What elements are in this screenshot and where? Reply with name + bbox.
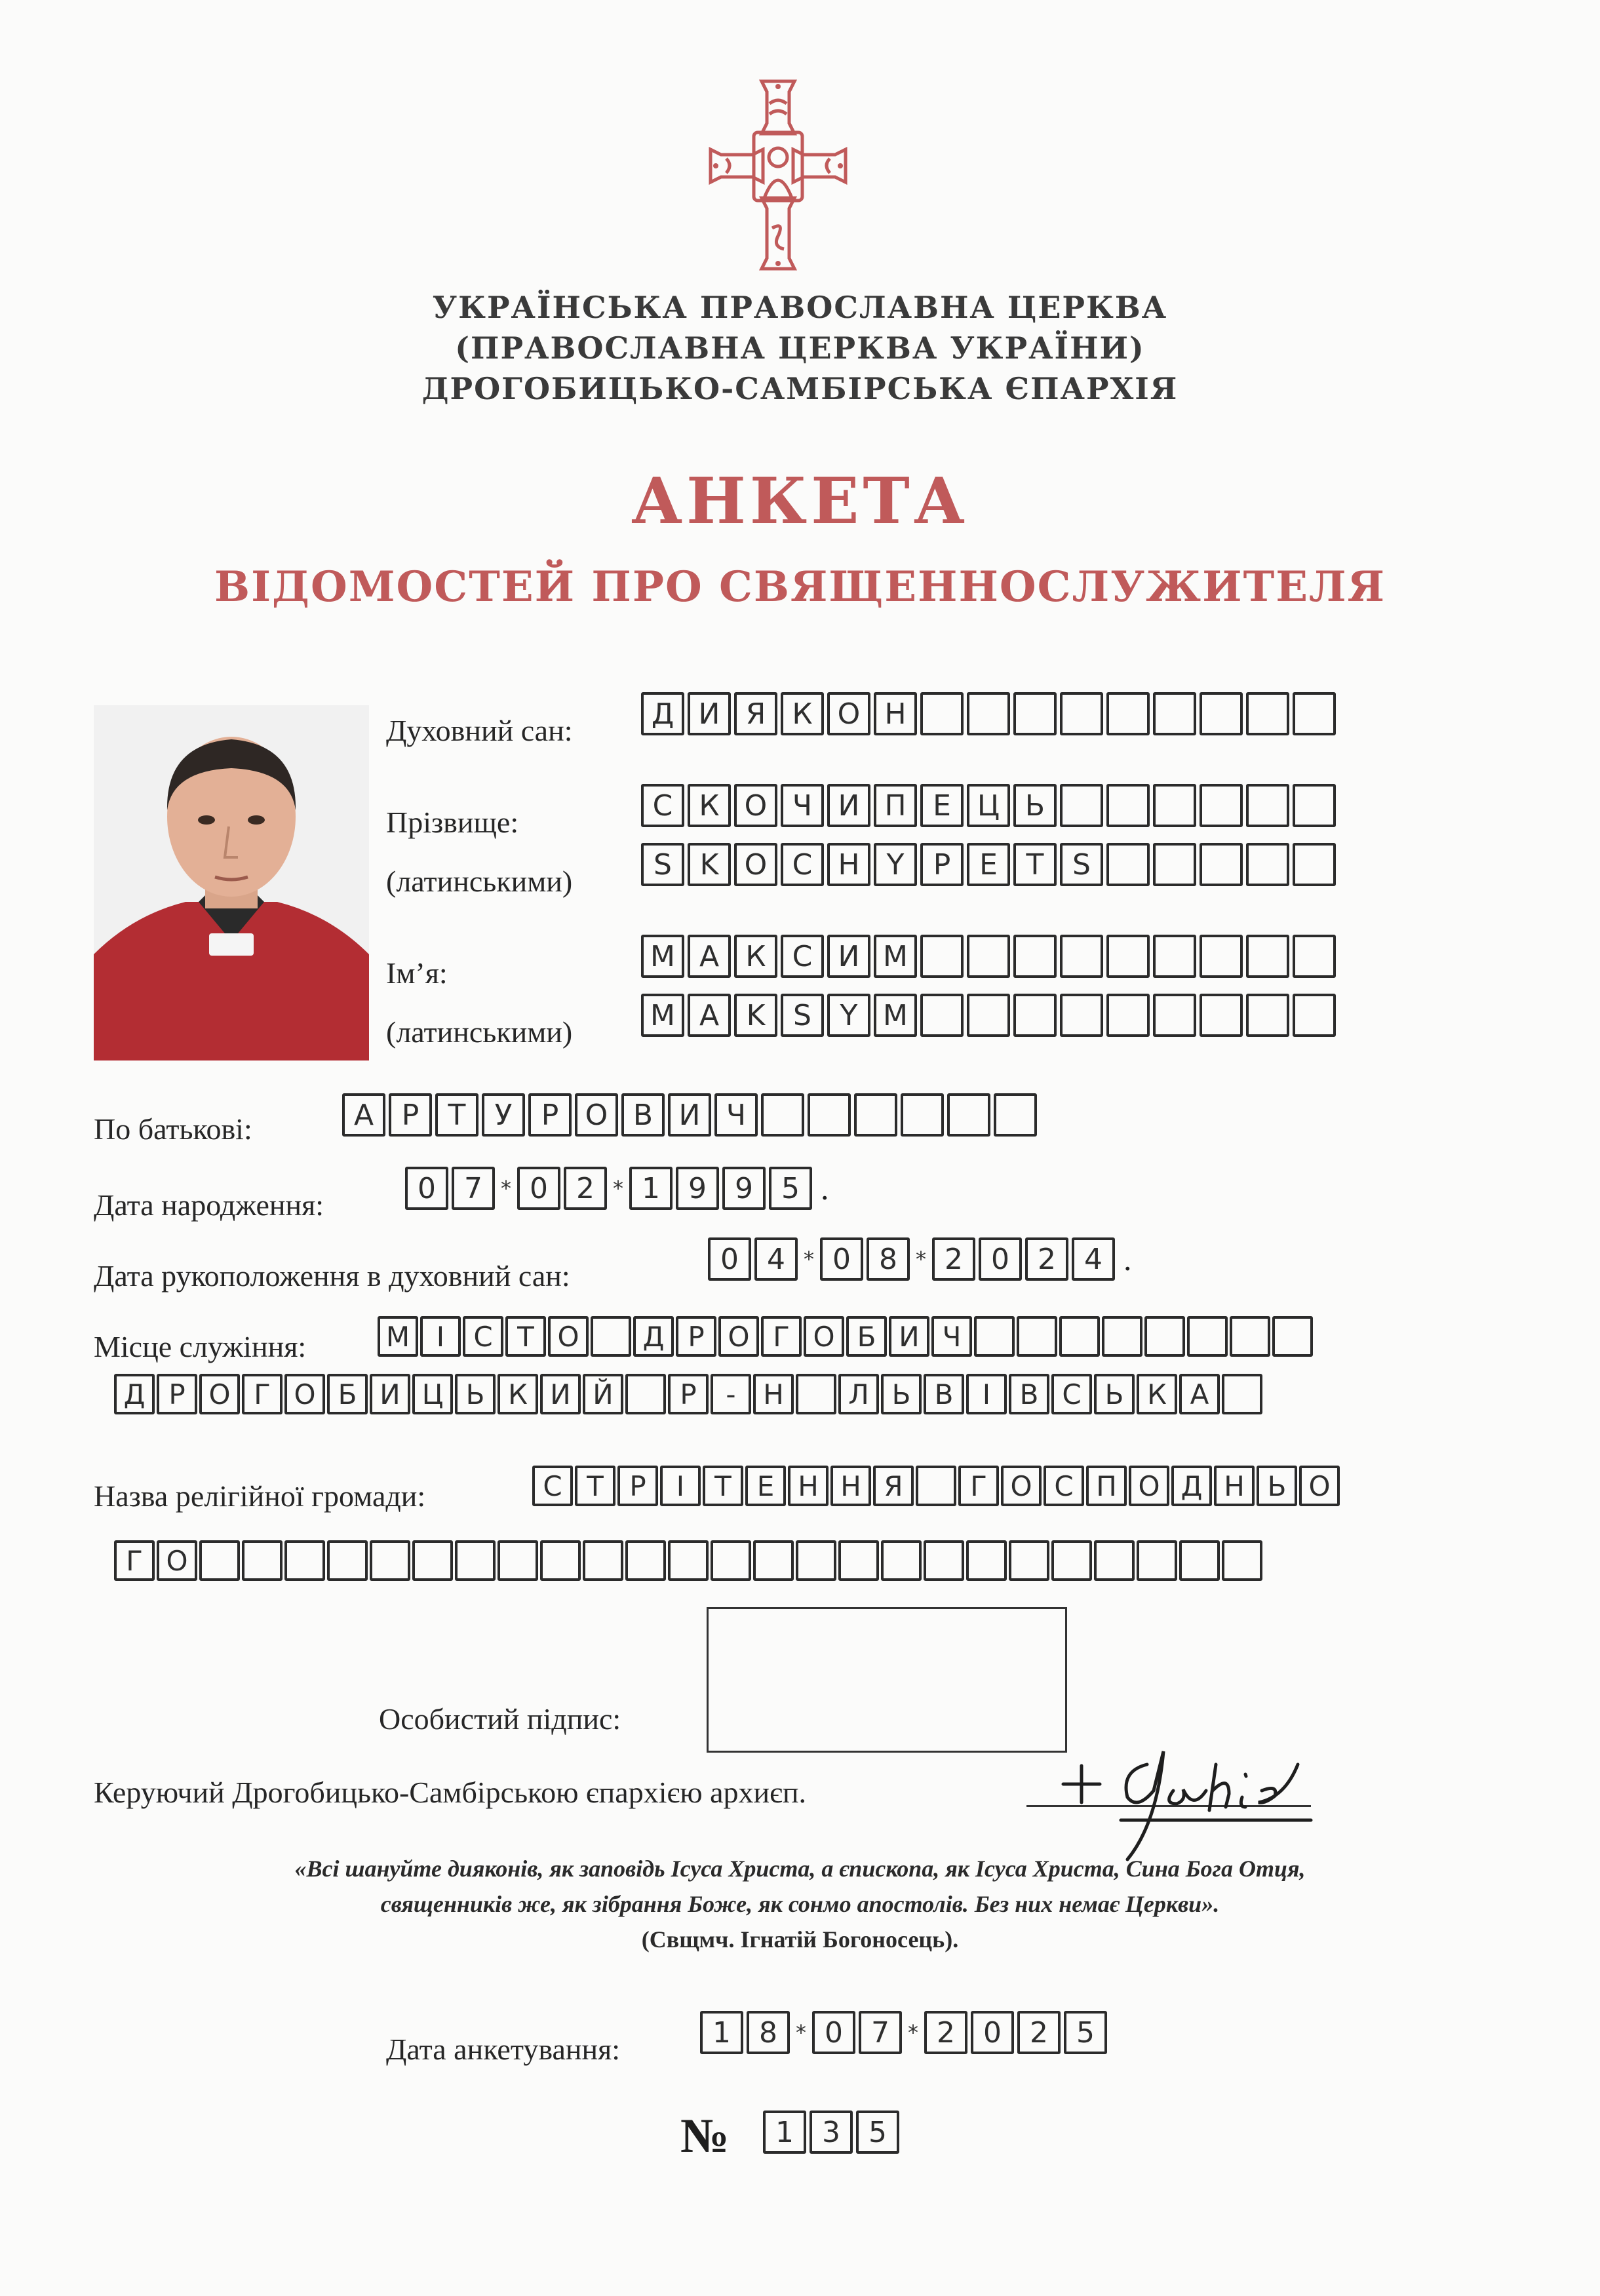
letter-box[interactable]: 5 [856, 2111, 899, 2154]
letter-box[interactable] [920, 935, 964, 978]
letter-box[interactable] [1017, 1316, 1057, 1357]
letter-box[interactable]: Т [575, 1466, 615, 1506]
letter-box[interactable] [1179, 1540, 1220, 1581]
letter-box[interactable]: T [1013, 843, 1057, 886]
letter-box[interactable] [1153, 784, 1196, 827]
letter-box[interactable]: 7 [452, 1167, 495, 1210]
letter-box[interactable] [947, 1093, 990, 1137]
letter-box[interactable]: С [1044, 1466, 1084, 1506]
letter-box[interactable] [920, 692, 964, 735]
letter-box[interactable] [1153, 935, 1196, 978]
survey-date-boxes [700, 2011, 1107, 2054]
letter-box[interactable]: Ь [1257, 1466, 1297, 1506]
letter-box[interactable] [1246, 935, 1289, 978]
letter-box[interactable]: 1 [629, 1167, 673, 1210]
letter-box[interactable]: Т [435, 1093, 478, 1137]
letter-box[interactable]: A [688, 994, 731, 1037]
letter-box[interactable] [1222, 1540, 1262, 1581]
community-label: Назва релігійної громади: [94, 1479, 426, 1513]
letter-box[interactable]: 2 [1025, 1237, 1068, 1281]
letter-box[interactable]: К [688, 784, 731, 827]
letter-box[interactable]: C [781, 843, 824, 886]
letter-box[interactable]: S [1060, 843, 1103, 886]
letter-box[interactable]: 1 [763, 2111, 806, 2154]
portrait-image [94, 705, 369, 1060]
letter-box[interactable]: И [688, 692, 731, 735]
letter-box[interactable]: К [734, 935, 777, 978]
letter-box[interactable] [1013, 692, 1057, 735]
letter-box[interactable]: Ц [412, 1374, 453, 1414]
letter-box[interactable] [1059, 1316, 1100, 1357]
letter-box[interactable] [412, 1540, 453, 1581]
letter-box[interactable] [1200, 935, 1243, 978]
letter-box[interactable]: 0 [820, 1237, 863, 1281]
letter-box[interactable]: 2 [932, 1237, 975, 1281]
service-place-boxes-line-2 [114, 1374, 1262, 1414]
letter-box[interactable]: Ь [1094, 1374, 1135, 1414]
letter-box[interactable]: 7 [859, 2011, 902, 2054]
letter-box[interactable]: Р [617, 1466, 658, 1506]
letter-box[interactable]: Е [920, 784, 964, 827]
letter-box[interactable]: 5 [769, 1167, 812, 1210]
letter-box[interactable]: E [967, 843, 1010, 886]
ordination-date-label: Дата рукоположення в духовний сан: [94, 1259, 570, 1293]
letter-box[interactable]: Б [846, 1316, 887, 1357]
birth-date-boxes [405, 1167, 829, 1210]
letter-box[interactable] [994, 1093, 1037, 1137]
quote-author: (Свщмч. Ігнатій Богоносець). [641, 1926, 959, 1953]
letter-box[interactable] [761, 1093, 804, 1137]
letter-box[interactable] [1200, 784, 1243, 827]
personal-signature-label: Особистий підпис: [379, 1702, 621, 1736]
surname-boxes [641, 784, 1336, 827]
letter-box[interactable] [1051, 1540, 1092, 1581]
letter-box[interactable] [854, 1093, 897, 1137]
letter-box[interactable] [1013, 935, 1057, 978]
letter-box[interactable]: H [827, 843, 870, 886]
letter-box[interactable] [591, 1316, 631, 1357]
letter-box[interactable]: Н [830, 1466, 871, 1506]
date-separator: * [613, 1176, 623, 1201]
form-subtitle: ВІДОМОСТЕЙ ПРО СВЯЩЕННОСЛУЖИТЕЛЯ [214, 562, 1386, 612]
letter-box[interactable]: 0 [708, 1237, 751, 1281]
letter-box[interactable] [242, 1540, 283, 1581]
letter-box[interactable]: К [781, 692, 824, 735]
letter-box[interactable] [920, 994, 964, 1037]
bishop-signature [1049, 1725, 1324, 1869]
letter-box[interactable]: Д [633, 1316, 674, 1357]
letter-box[interactable] [1153, 843, 1196, 886]
letter-box[interactable]: У [482, 1093, 525, 1137]
letter-box[interactable]: С [463, 1316, 503, 1357]
date-separator: * [501, 1176, 511, 1201]
letter-box[interactable]: И [540, 1374, 581, 1414]
letter-box[interactable]: M [641, 994, 684, 1037]
letter-box[interactable]: Р [389, 1093, 432, 1137]
letter-box[interactable]: K [734, 994, 777, 1037]
letter-box[interactable]: В [1009, 1374, 1049, 1414]
letter-box[interactable]: А [688, 935, 731, 978]
letter-box[interactable]: Н [753, 1374, 794, 1414]
letter-box[interactable]: Е [745, 1466, 786, 1506]
header-line-2: (ПРАВОСЛАВНА ЦЕРКВА УКРАЇНИ) [455, 330, 1145, 366]
letter-box[interactable]: О [548, 1316, 589, 1357]
letter-box[interactable]: С [1051, 1374, 1092, 1414]
surname-label: Прізвище: [386, 806, 519, 839]
letter-box[interactable]: О [284, 1374, 325, 1414]
letter-box[interactable] [1009, 1540, 1049, 1581]
patronymic-label: По батькові: [94, 1112, 252, 1146]
letter-box[interactable]: Y [827, 994, 870, 1037]
letter-box[interactable]: Н [1214, 1466, 1255, 1506]
letter-box[interactable]: Я [873, 1466, 914, 1506]
letter-box[interactable] [1200, 994, 1243, 1037]
letter-box[interactable]: Г [761, 1316, 802, 1357]
survey-date-label: Дата анкетування: [386, 2033, 621, 2066]
letter-box[interactable] [1153, 692, 1196, 735]
letter-box[interactable] [583, 1540, 623, 1581]
quote-line-1: «Всі шануйте дияконів, як заповідь Ісуса Христа, а єпископа, як Ісуса Христа, Сина Бога Отця, [294, 1856, 1306, 1882]
letter-box[interactable]: S [641, 843, 684, 886]
date-end-dot: . [1123, 1241, 1132, 1277]
letter-box[interactable] [967, 935, 1010, 978]
letter-box[interactable] [370, 1540, 410, 1581]
letter-box[interactable]: О [827, 692, 870, 735]
letter-box[interactable] [1246, 784, 1289, 827]
church-emblem-icon [707, 77, 849, 274]
letter-box[interactable]: 8 [747, 2011, 790, 2054]
service-place-boxes-line-1 [378, 1316, 1313, 1357]
letter-box[interactable]: Р [528, 1093, 572, 1137]
letter-box[interactable]: Н [788, 1466, 829, 1506]
letter-box[interactable]: 0 [517, 1167, 560, 1210]
letter-box[interactable] [1246, 994, 1289, 1037]
letter-box[interactable]: Т [505, 1316, 546, 1357]
letter-box[interactable]: 2 [1017, 2011, 1061, 2054]
letter-box[interactable] [1106, 843, 1150, 886]
form-number-boxes [763, 2111, 899, 2154]
surname-latin-label: (латинськими) [386, 865, 573, 898]
letter-box[interactable]: О [157, 1540, 197, 1581]
letter-box[interactable] [966, 1540, 1007, 1581]
letter-box[interactable] [1060, 784, 1103, 827]
letter-box[interactable] [1222, 1374, 1262, 1414]
letter-box[interactable]: Ь [881, 1374, 922, 1414]
letter-box[interactable]: О [575, 1093, 618, 1137]
letter-box[interactable] [967, 692, 1010, 735]
name-latin-label: (латинськими) [386, 1015, 573, 1049]
letter-box[interactable] [540, 1540, 581, 1581]
letter-box[interactable]: 8 [867, 1237, 910, 1281]
letter-box[interactable]: K [688, 843, 731, 886]
letter-box[interactable]: О [1299, 1466, 1340, 1506]
letter-box[interactable] [625, 1374, 666, 1414]
service-place-label: Місце служіння: [94, 1330, 307, 1363]
letter-box[interactable] [1144, 1316, 1185, 1357]
letter-box[interactable]: Д [1171, 1466, 1212, 1506]
letter-box[interactable] [967, 994, 1010, 1037]
letter-box[interactable] [1200, 843, 1243, 886]
letter-box[interactable] [1013, 994, 1057, 1037]
date-end-dot: . [821, 1170, 829, 1207]
letter-box[interactable]: S [781, 994, 824, 1037]
letter-box[interactable]: 3 [810, 2111, 853, 2154]
letter-box[interactable] [1293, 692, 1336, 735]
letter-box[interactable]: М [641, 935, 684, 978]
letter-box[interactable] [1060, 994, 1103, 1037]
letter-box[interactable]: O [734, 843, 777, 886]
letter-box[interactable]: М [874, 935, 917, 978]
letter-box[interactable] [796, 1374, 836, 1414]
letter-box[interactable]: И [889, 1316, 929, 1357]
letter-box[interactable]: P [920, 843, 964, 886]
letter-box[interactable]: Р [668, 1374, 709, 1414]
letter-box[interactable]: Й [583, 1374, 623, 1414]
community-boxes-line-2 [114, 1540, 1262, 1581]
letter-box[interactable] [1102, 1316, 1142, 1357]
letter-box[interactable] [1246, 843, 1289, 886]
letter-box[interactable]: Ь [1013, 784, 1057, 827]
date-separator: * [908, 2020, 918, 2045]
letter-box[interactable]: Ь [455, 1374, 496, 1414]
letter-box[interactable]: M [874, 994, 917, 1037]
letter-box[interactable]: К [498, 1374, 538, 1414]
letter-box[interactable] [1200, 692, 1243, 735]
name-label: Ім’я: [386, 956, 448, 990]
letter-box[interactable] [711, 1540, 751, 1581]
letter-box[interactable] [924, 1540, 964, 1581]
letter-box[interactable] [1246, 692, 1289, 735]
letter-box[interactable]: О [199, 1374, 240, 1414]
community-boxes-line-1 [532, 1466, 1340, 1506]
letter-box[interactable]: Б [327, 1374, 368, 1414]
letter-box[interactable] [455, 1540, 496, 1581]
rank-label: Духовний сан: [386, 714, 573, 747]
church-header [0, 290, 1600, 406]
letter-box[interactable]: Ч [931, 1316, 972, 1357]
letter-box[interactable]: Н [874, 692, 917, 735]
letter-box[interactable] [1060, 692, 1103, 735]
surname-latin-boxes [641, 843, 1336, 886]
date-separator: * [796, 2020, 806, 2045]
letter-box[interactable]: И [827, 935, 870, 978]
letter-box[interactable] [1153, 994, 1196, 1037]
letter-box[interactable] [838, 1540, 879, 1581]
letter-box[interactable]: И [370, 1374, 410, 1414]
letter-box[interactable] [1060, 935, 1103, 978]
letter-box[interactable]: 9 [722, 1167, 766, 1210]
letter-box[interactable] [1106, 935, 1150, 978]
letter-box[interactable] [498, 1540, 538, 1581]
letter-box[interactable]: О [804, 1316, 844, 1357]
form-number-symbol: № [680, 2109, 730, 2163]
letter-box[interactable] [1137, 1540, 1177, 1581]
letter-box[interactable] [1106, 692, 1150, 735]
letter-box[interactable]: В [621, 1093, 665, 1137]
ordination-date-boxes [708, 1237, 1132, 1281]
letter-box[interactable] [1293, 784, 1336, 827]
letter-box[interactable] [625, 1540, 666, 1581]
letter-box[interactable] [974, 1316, 1015, 1357]
letter-box[interactable]: С [781, 935, 824, 978]
letter-box[interactable] [753, 1540, 794, 1581]
letter-box[interactable]: І [660, 1466, 701, 1506]
letter-box[interactable]: С [641, 784, 684, 827]
letter-box[interactable]: 2 [924, 2011, 967, 2054]
letter-box[interactable]: С [532, 1466, 573, 1506]
header-line-3: ДРОГОБИЦЬКО-САМБІРСЬКА ЄПАРХІЯ [421, 371, 1179, 406]
rank-boxes [641, 692, 1336, 735]
personal-signature-box [707, 1607, 1067, 1753]
letter-box[interactable]: Р [157, 1374, 197, 1414]
date-separator: * [916, 1247, 926, 1272]
letter-box[interactable] [808, 1093, 851, 1137]
letter-box[interactable]: О [734, 784, 777, 827]
letter-box[interactable] [668, 1540, 709, 1581]
letter-box[interactable]: І [420, 1316, 461, 1357]
letter-box[interactable] [1272, 1316, 1313, 1357]
form-title: АНКЕТА [631, 464, 969, 538]
letter-box[interactable]: О [718, 1316, 759, 1357]
letter-box[interactable]: А [1179, 1374, 1220, 1414]
letter-box[interactable]: В [924, 1374, 964, 1414]
letter-box[interactable]: 0 [971, 2011, 1014, 2054]
letter-box[interactable]: 5 [1064, 2011, 1107, 2054]
quote-line-2: священників же, як зібрання Боже, як сонмо апостолів. Без них немає Церкви». [380, 1891, 1220, 1917]
letter-box[interactable]: 0 [405, 1167, 448, 1210]
letter-box[interactable]: 1 [700, 2011, 743, 2054]
letter-box[interactable] [1293, 994, 1336, 1037]
letter-box[interactable] [1094, 1540, 1135, 1581]
letter-box[interactable]: О [1001, 1466, 1042, 1506]
letter-box[interactable]: 0 [812, 2011, 855, 2054]
letter-box[interactable]: Ч [714, 1093, 758, 1137]
letter-box[interactable]: І [966, 1374, 1007, 1414]
letter-box[interactable] [1230, 1316, 1270, 1357]
letter-box[interactable] [881, 1540, 922, 1581]
letter-box[interactable]: О [1129, 1466, 1169, 1506]
letter-box[interactable]: Ч [781, 784, 824, 827]
letter-box[interactable]: 9 [676, 1167, 719, 1210]
clergy-photo [94, 705, 369, 1060]
letter-box[interactable]: П [1086, 1466, 1127, 1506]
letter-box[interactable]: Т [703, 1466, 743, 1506]
letter-box[interactable] [1106, 994, 1150, 1037]
letter-box[interactable]: П [874, 784, 917, 827]
letter-box[interactable] [901, 1093, 944, 1137]
patronymic-boxes [342, 1093, 1037, 1137]
letter-box[interactable] [1187, 1316, 1228, 1357]
letter-box[interactable]: Р [676, 1316, 716, 1357]
letter-box[interactable] [916, 1466, 956, 1506]
letter-box[interactable]: 4 [754, 1237, 798, 1281]
letter-box[interactable]: И [668, 1093, 711, 1137]
letter-box[interactable]: Г [114, 1540, 155, 1581]
name-boxes [641, 935, 1336, 978]
letter-box[interactable]: Д [641, 692, 684, 735]
letter-box[interactable]: Я [734, 692, 777, 735]
letter-box[interactable]: И [827, 784, 870, 827]
letter-box[interactable]: Л [838, 1374, 879, 1414]
letter-box[interactable] [796, 1540, 836, 1581]
letter-box[interactable]: Ц [967, 784, 1010, 827]
birth-date-label: Дата народження: [94, 1188, 324, 1222]
date-separator: * [804, 1247, 814, 1272]
letter-box[interactable]: Г [958, 1466, 999, 1506]
letter-box[interactable] [327, 1540, 368, 1581]
letter-box[interactable]: 2 [564, 1167, 607, 1210]
letter-box[interactable] [284, 1540, 325, 1581]
bishop-label: Керуючий Дрогобицько-Самбірською єпархією архиєп. [94, 1776, 806, 1809]
letter-box[interactable]: М [378, 1316, 418, 1357]
letter-box[interactable] [1293, 843, 1336, 886]
letter-box[interactable] [199, 1540, 240, 1581]
letter-box[interactable]: А [342, 1093, 385, 1137]
letter-box[interactable]: 0 [979, 1237, 1022, 1281]
letter-box[interactable]: Г [242, 1374, 283, 1414]
letter-box[interactable]: 4 [1072, 1237, 1115, 1281]
letter-box[interactable]: К [1137, 1374, 1177, 1414]
header-line-1: УКРАЇНСЬКА ПРАВОСЛАВНА ЦЕРКВА [432, 290, 1168, 325]
letter-box[interactable] [1293, 935, 1336, 978]
letter-box[interactable]: Д [114, 1374, 155, 1414]
name-latin-boxes [641, 994, 1336, 1037]
letter-box[interactable] [1106, 784, 1150, 827]
letter-box[interactable]: - [711, 1374, 751, 1414]
letter-box[interactable]: Y [874, 843, 917, 886]
